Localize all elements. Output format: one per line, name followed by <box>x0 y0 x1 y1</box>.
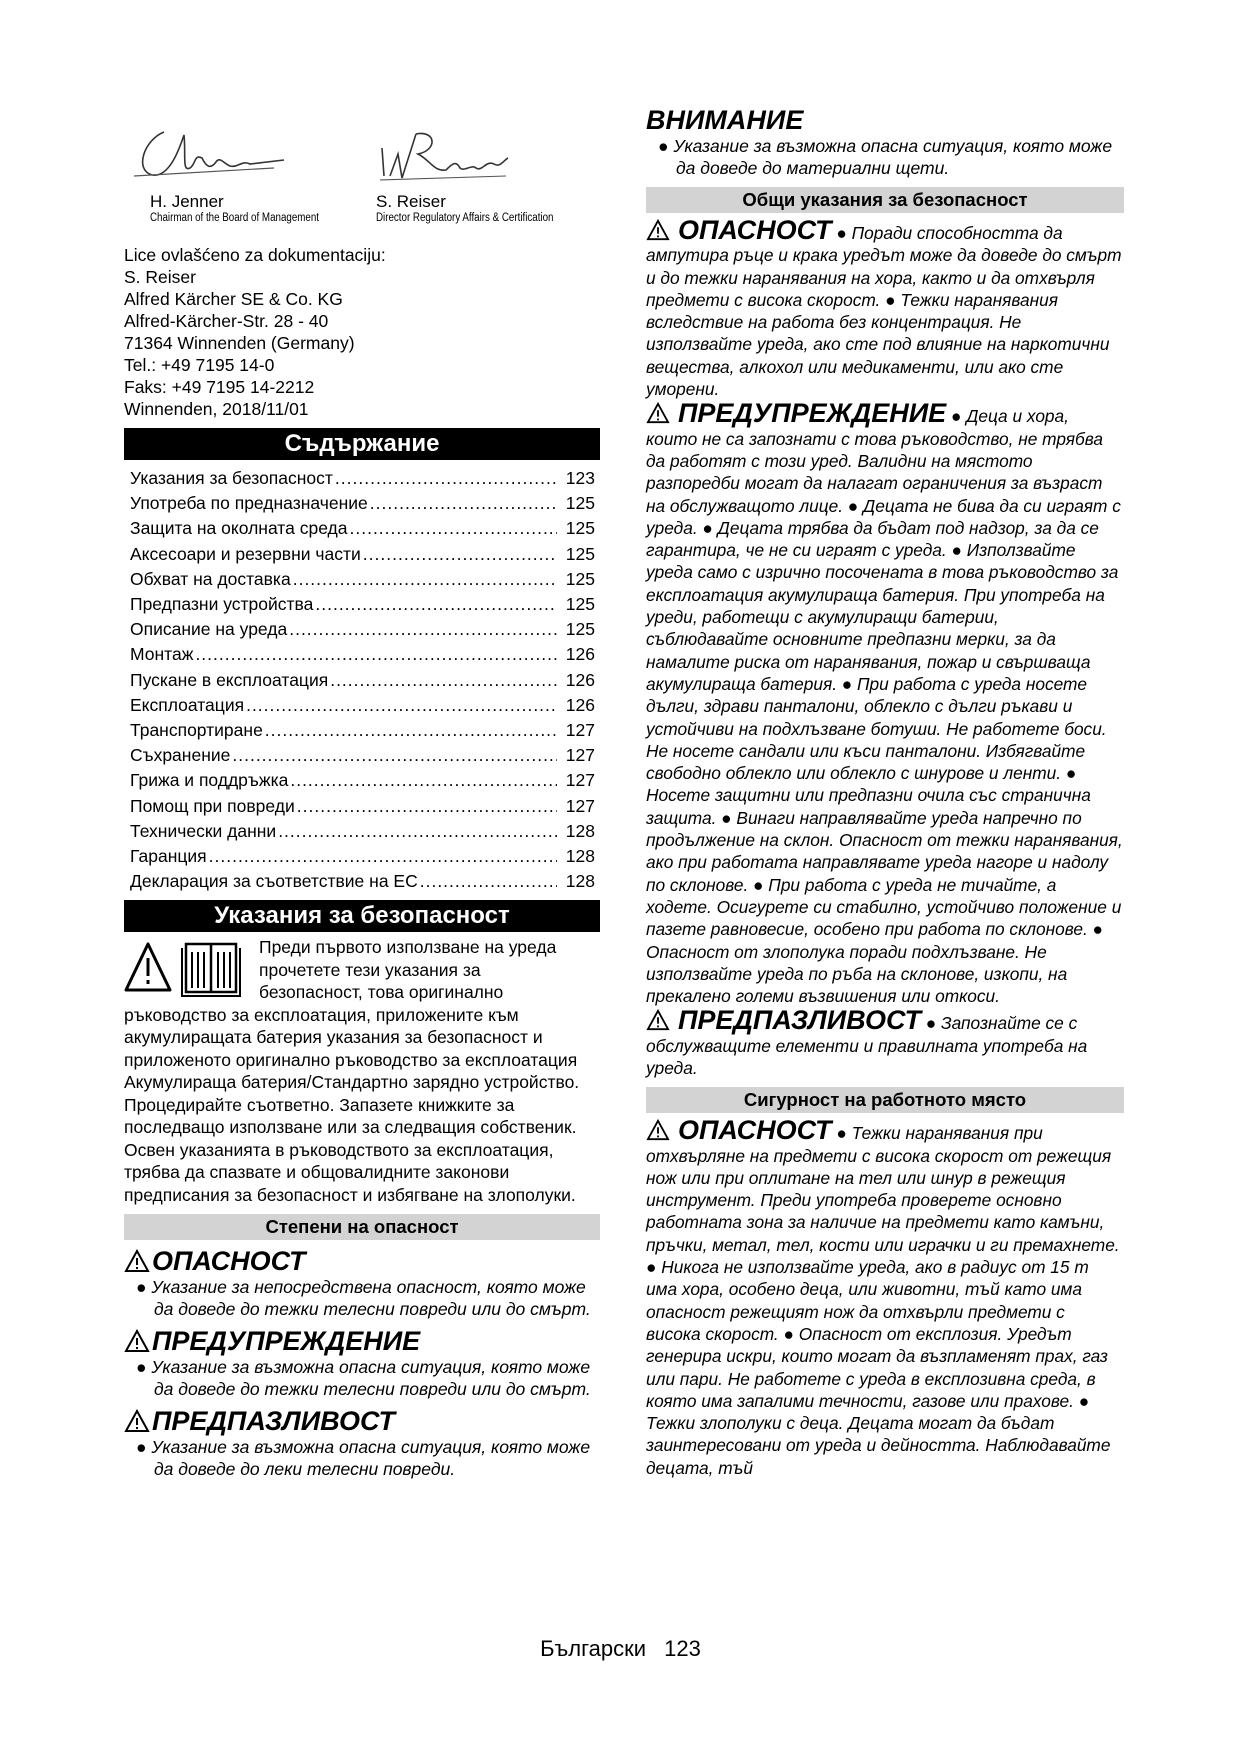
address-block <box>124 244 600 420</box>
toc-leader-dots <box>370 491 557 516</box>
toc-leader-dots <box>195 642 557 667</box>
signature-jenner <box>124 120 349 225</box>
toc-label: Съхранение <box>130 745 231 766</box>
toc-page-number: 126 <box>565 669 595 690</box>
toc-row <box>130 466 595 491</box>
signature-reiser-graphic <box>376 120 516 192</box>
workplace-title: Сигурност на работното място <box>646 1087 1124 1113</box>
toc-row <box>130 642 595 667</box>
toc-leader-dots <box>232 743 557 768</box>
toc-page-number: 127 <box>565 770 595 791</box>
level-text: ● Указание за възможна опасна ситуация, която може да доведе до тежки телесни повреди или до смърт. <box>136 1357 591 1400</box>
toc-label: Указания за безопасност <box>130 468 333 488</box>
caution-keyword: ПРЕДПАЗЛИВОСТ <box>678 1005 921 1036</box>
toc-leader-dots <box>315 592 557 617</box>
manual-book-icon <box>182 944 240 996</box>
footer-language: Български <box>540 1636 647 1661</box>
warning-triangle-icon <box>124 1329 150 1353</box>
toc-leader-dots <box>330 668 557 693</box>
level-text: ● Указание за непосредствена опасност, която може да доведе до тежки телесни повреди или до смърт. <box>136 1277 591 1320</box>
intro-line: безопасност, това оригинално <box>259 982 504 1003</box>
toc-row <box>130 794 595 819</box>
address-line: 71364 Winnenden (Germany) <box>124 333 355 353</box>
warning-triangle-icon <box>126 944 170 990</box>
toc-label: Аксесоари и резервни части <box>130 543 361 564</box>
general-caution <box>646 1005 1124 1079</box>
toc-page-number: 125 <box>565 594 595 615</box>
signatures <box>124 120 600 238</box>
toc-label: Декларация за съответствие на ЕС <box>130 871 418 892</box>
toc-page-number: 125 <box>565 493 595 514</box>
toc-label: Предпазни устройства <box>130 594 314 615</box>
toc-label: Транспортиране <box>130 720 263 741</box>
toc-page-number: 126 <box>565 694 595 715</box>
safety-title: Указания за безопасност <box>124 900 600 932</box>
level-heading-text: ПРЕДУПРЕЖДЕНИЕ <box>152 1326 421 1357</box>
toc-leader-dots <box>289 617 557 642</box>
address-line: Winnenden, 2018/11/01 <box>124 399 309 419</box>
danger-text: ● Поради способността да ампутира ръце и крака уредът може да доведе до смърт и до тежки наранявания на хора, както и да отхвърля предмети с висока скорост. ● Тежки наранявания вследствие на работа без концентрация. Не използвайте уреда, ако сте под влияние на наркотични вещества, алкохол или медикаменти, или ако сте уморени. <box>646 223 1122 400</box>
toc-page-number: 128 <box>565 871 595 892</box>
toc-page-number: 127 <box>565 795 595 816</box>
toc-leader-dots <box>420 869 557 894</box>
toc-leader-dots <box>246 693 557 718</box>
safety-intro <box>124 936 600 1206</box>
toc-title: Съдържание <box>124 428 600 460</box>
toc-label: Употреба по предназначение <box>130 493 368 514</box>
toc-page-number: 127 <box>565 720 595 741</box>
warning-triangle-icon <box>124 1409 150 1433</box>
warning-triangle-icon <box>646 1119 670 1141</box>
toc-leader-dots <box>278 819 557 844</box>
address-line: S. Reiser <box>124 267 196 287</box>
toc-label: Експлоатация <box>130 694 245 715</box>
toc-leader-dots <box>209 844 557 869</box>
toc-row <box>130 819 595 844</box>
toc-leader-dots <box>297 794 557 819</box>
signature-name: H. Jenner <box>150 192 224 211</box>
toc-leader-dots <box>335 466 557 491</box>
level-heading-caution <box>124 1406 600 1436</box>
signature-role: Director Regulatory Affairs & Certification <box>376 212 554 224</box>
address-line: Faks: +49 7195 14-2212 <box>124 377 315 397</box>
toc-page-number: 125 <box>565 619 595 640</box>
levels-title: Степени на опасност <box>124 1214 600 1240</box>
address-line: Alfred Kärcher SE & Co. KG <box>124 289 343 309</box>
toc-label: Обхват на доставка <box>130 568 291 589</box>
danger-keyword: ОПАСНОСТ <box>678 215 832 245</box>
danger-text: ● Тежки наранявания при отхвърляне на предмети с висока скорост от режещия нож или при оплитане на тел или шнур в режещия инструмент. Преди употреба проверете основно работната зона за наличие на предмети като камъни, пръчки, метал, тел, кости или играчки и ги премахнете. ● Никога не използвайте уреда, ако в радиус от 15 m има хора, особено деца, или животни, тъй като има опасност режещият нож да отхвърли предмети с висока скорост. ● Опасност от експлозия. Уредът генерира искри, които могат да възпламенят прах, газ или пари. Не работете с уреда в експлозивна среда, в която има запалими течности, газове или прахове. ● Тежки злополуки с деца. Децата могат да бъдат заинтересовани от уреда и дейността. Наблюдавайте децата, тъй <box>646 1123 1120 1478</box>
level-heading-text: ПРЕДПАЗЛИВОСТ <box>152 1406 395 1437</box>
level-heading-danger <box>124 1246 600 1276</box>
toc-page-number: 125 <box>565 518 595 539</box>
toc-row <box>130 491 595 516</box>
toc-label: Помощ при повреди <box>130 795 295 816</box>
toc-label: Защита на околната среда <box>130 518 348 539</box>
danger-keyword: ОПАСНОСТ <box>678 1115 832 1146</box>
toc-label: Грижа и поддръжка <box>130 770 289 791</box>
toc-row <box>130 743 595 768</box>
intro-text-more: Освен указанията в ръководството за експлоатация, трябва да спазвате и общовалидните законови предписания за безопасност и избягване на злополуки. <box>124 1139 576 1205</box>
address-line: Tel.: +49 7195 14-0 <box>124 355 275 375</box>
toc-page-number: 125 <box>565 568 595 589</box>
intro-line: прочетете тези указания за <box>259 959 481 980</box>
toc-label: Гаранция <box>130 846 207 867</box>
intro-text: ръководство за експлоатация, приложените към акумулиращата батерия указания за безопасност и приложеното оригинално ръководство за експлоатация Акумулираща батерия/Стандартно зарядно устройство. Процедирайте съответно. Запазете книжките за последващо използване или за следващия собственик. <box>124 1004 580 1138</box>
signature-name: S. Reiser <box>376 192 446 211</box>
toc-label: Монтаж <box>130 644 194 665</box>
toc-leader-dots <box>363 542 557 567</box>
warning-triangle-icon <box>646 219 670 241</box>
signature-reiser <box>376 120 585 225</box>
toc-leader-dots <box>293 567 557 592</box>
signature-role: Chairman of the Board of Management <box>150 212 319 224</box>
general-title: Общи указания за безопасност <box>646 187 1124 213</box>
page-footer <box>0 1636 1241 1662</box>
toc-leader-dots <box>350 516 558 541</box>
warning-keyword: ПРЕДУПРЕЖДЕНИЕ <box>678 398 947 429</box>
intro-icons <box>124 936 259 1002</box>
level-heading-text: ОПАСНОСТ <box>152 1246 306 1277</box>
footer-page-number: 123 <box>664 1636 701 1661</box>
level-heading-warning <box>124 1326 600 1356</box>
workplace-danger <box>646 1115 1124 1479</box>
toc-row <box>130 668 595 693</box>
general-danger <box>646 215 1124 400</box>
signature-jenner-graphic <box>124 120 294 192</box>
toc-row <box>130 617 595 642</box>
toc-page-number: 125 <box>565 543 595 564</box>
warning-triangle-icon <box>646 402 670 424</box>
address-line: Alfred-Kärcher-Str. 28 - 40 <box>124 311 329 331</box>
toc-row <box>130 869 595 894</box>
toc-leader-dots <box>265 718 557 743</box>
right-column <box>646 105 1124 1479</box>
toc-label: Описание на уреда <box>130 619 288 640</box>
address-line: Lice ovlašćeno za dokumentaciju: <box>124 245 386 265</box>
toc-page-number: 126 <box>565 644 595 665</box>
warning-triangle-icon <box>124 1249 150 1273</box>
toc-row <box>130 542 595 567</box>
attention-heading: ВНИМАНИЕ <box>646 105 804 135</box>
left-column <box>124 120 600 1480</box>
warning-triangle-icon <box>646 1009 670 1031</box>
toc-row <box>130 718 595 743</box>
warning-text: ● Деца и хора, които не са запознати с това ръководство, не трябва да работят с този уред. Валидни на мястото разпоредби могат да налагат ограничения за възраст на обслужващото лице. ● Децата не бива да си играят с уреда. ● Децата трябва да бъдат под надзор, за да се гарантира, че не си играят с уреда. ● Използвайте уреда само с изрично посочената в това ръководство за експлоатация акумулираща батерия. При употреба на уреди, работещи с акумулиращи батерии, съблюдавайте основните предпазни мерки, за да намалите риска от наранявания, пожар и свършваща акумулираща батерия. ● При работа с уреда носете дълги, здрави панталони, облекло с дълги ръкави и устойчиви на подхлъзване ботуши. Не работете боси. Не носете сандали или къси панталони. Избягвайте свободно облекло или облекло с шнурове и ленти. ● Носете защитни или предпазни очила със странична защита. ● Винаги направлявайте уреда напречно по продължение на склон. Опасност от тежки наранявания, ако при работата направлявате уреда нагоре и надолу по склонове. ● При работа с уреда не тичайте, а ходете. Осигурете си стабилно, устойчиво положение и пазете равновесие, особено при работа по склонове. ● Опасност от злополука поради подхлъзване. Не използвайте уреда по ръба на склонове, изкопи, на прекалено големи възвишения или откоси. <box>646 406 1123 1007</box>
toc-row <box>130 693 595 718</box>
attention-text: ● Указание за възможна опасна ситуация, която може да доведе до материални щети. <box>658 136 1113 178</box>
general-warning <box>646 398 1124 1007</box>
toc-row <box>130 844 595 869</box>
toc-leader-dots <box>290 768 557 793</box>
toc-row <box>130 592 595 617</box>
caution-text: ● Запознайте се с обслужващите елементи и правилната употреба на уреда. <box>646 1013 1088 1078</box>
toc-row <box>130 768 595 793</box>
toc-label: Технически данни <box>130 820 277 841</box>
toc-label: Пускане в експлоатация <box>130 669 329 690</box>
toc-page-number: 128 <box>565 820 595 841</box>
toc-page-number: 128 <box>565 846 595 867</box>
level-text: ● Указание за възможна опасна ситуация, която може да доведе до леки телесни повреди. <box>136 1437 591 1480</box>
toc-page-number: 127 <box>565 745 595 766</box>
table-of-contents <box>124 466 600 894</box>
intro-line: Преди първото използване на уреда <box>259 937 557 958</box>
toc-row <box>130 516 595 541</box>
toc-page-number: 123 <box>565 468 595 488</box>
toc-row <box>130 567 595 592</box>
